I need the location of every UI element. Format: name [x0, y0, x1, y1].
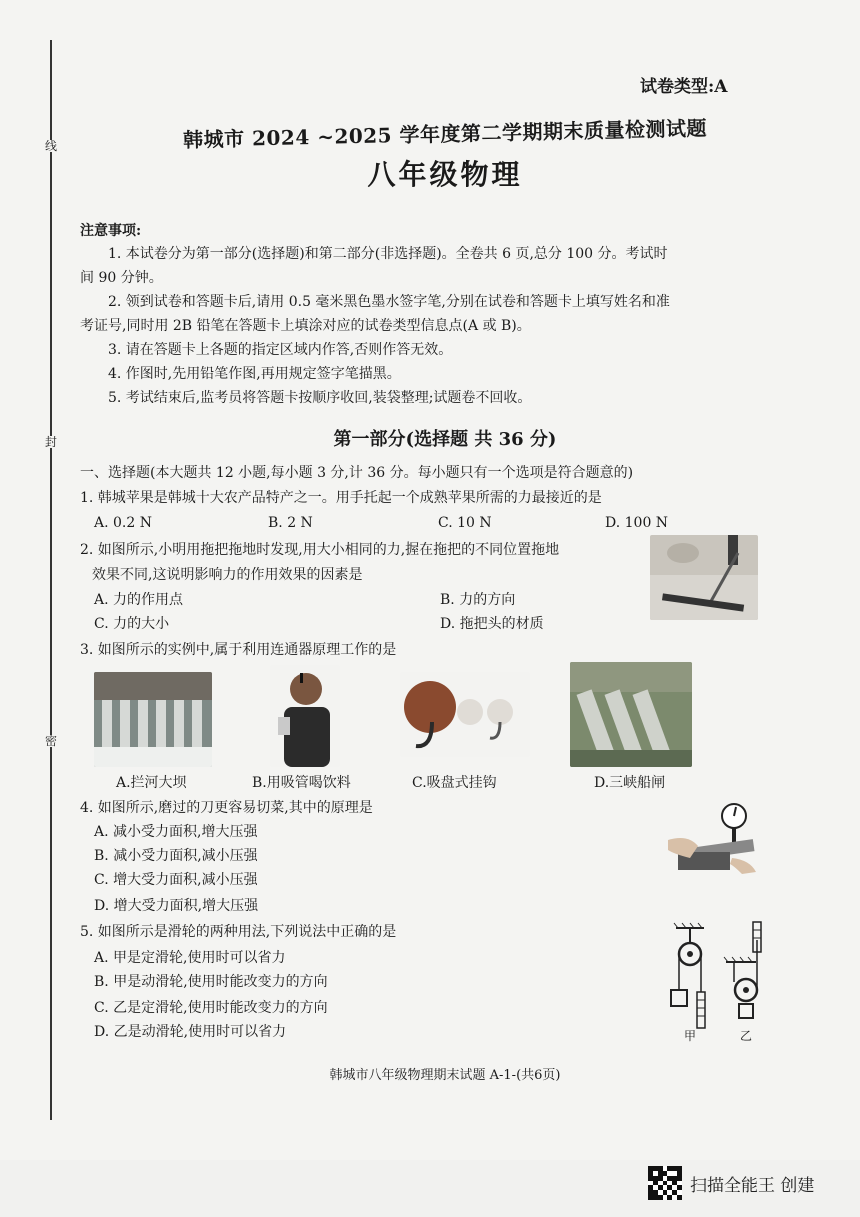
note-line: 2. 领到试卷和答题卡后,请用 0.5 毫米黑色墨水签字笔,分别在试卷和答题卡上填写姓名和准	[108, 294, 670, 310]
binding-mark-xian: 线	[40, 140, 62, 152]
question-4-option-a: A. 减小受力面积,增大压强	[94, 824, 258, 840]
pulley-label-yi: 乙	[740, 1029, 753, 1043]
question-4-option-b: B. 减小受力面积,减小压强	[94, 848, 258, 864]
qr-code-icon	[648, 1166, 682, 1200]
question-3-option-c: C.吸盘式挂钩	[412, 775, 497, 791]
question-3-stem: 3. 如图所示的实例中,属于利用连通器原理工作的是	[80, 642, 397, 658]
question-4-stem: 4. 如图所示,磨过的刀更容易切菜,其中的原理是	[80, 800, 373, 816]
exam-title: 韩城市 2024 ~2025 学年度第二学期期末质量检测试题	[182, 116, 708, 152]
binding-mark-mi: 密	[40, 735, 62, 747]
dam-figure	[94, 672, 212, 767]
section-intro: 一、选择题(本大题共 12 小题,每小题 3 分,计 36 分。每小题只有一个选项是符合题意的)	[80, 465, 634, 481]
exam-type-label: 试卷类型:A	[640, 77, 728, 97]
note-line: 4. 作图时,先用铅笔作图,再用规定签字笔描黑。	[108, 366, 401, 382]
question-1-option-c: C. 10 N	[438, 515, 492, 531]
question-5-option-b: B. 甲是动滑轮,使用时能改变力的方向	[94, 974, 328, 990]
question-3-option-b: B.用吸管喝饮料	[252, 775, 351, 791]
question-1-option-a: A. 0.2 N	[94, 515, 152, 531]
notes-heading: 注意事项:	[80, 223, 142, 239]
question-2-stem-cont: 效果不同,这说明影响力的作用效果的因素是	[92, 567, 363, 583]
question-3-option-d: D.三峡船闸	[594, 775, 666, 791]
note-line: 考证号,同时用 2B 铅笔在答题卡上填涂对应的试卷类型信息点(A 或 B)。	[80, 318, 531, 334]
question-1-stem: 1. 韩城苹果是韩城十大农产品特产之一。用手托起一个成熟苹果所需的力最接近的是	[80, 490, 602, 506]
pulley-label-jia: 甲	[684, 1029, 697, 1043]
question-2-option-b: B. 力的方向	[440, 592, 516, 608]
page-footer: 韩城市八年级物理期末试题 A-1-(共6页)	[329, 1068, 561, 1083]
ship-lock-figure	[570, 662, 692, 767]
question-5-option-c: C. 乙是定滑轮,使用时能改变力的方向	[94, 1000, 328, 1016]
question-3-option-a: A.拦河大坝	[116, 775, 187, 791]
watermark-text: 扫描全能王 创建	[690, 1175, 815, 1196]
exam-subject: 八年级物理	[367, 158, 523, 191]
question-5-option-d: D. 乙是动滑轮,使用时可以省力	[94, 1024, 287, 1040]
question-2-option-d: D. 拖把头的材质	[440, 616, 544, 632]
binding-mark-feng: 封	[40, 436, 62, 448]
question-5-stem: 5. 如图所示是滑轮的两种用法,下列说法中正确的是	[80, 924, 397, 940]
question-4-option-c: C. 增大受力面积,减小压强	[94, 872, 258, 888]
question-2-option-a: A. 力的作用点	[94, 592, 184, 608]
suction-hook-figure	[400, 672, 530, 757]
binding-line	[50, 40, 52, 1120]
note-line: 3. 请在答题卡上各题的指定区域内作答,否则作答无效。	[108, 342, 453, 358]
question-2-stem: 2. 如图所示,小明用拖把拖地时发现,用大小相同的力,握在拖把的不同位置拖地	[80, 542, 560, 558]
mop-figure	[650, 535, 758, 620]
scanner-watermark	[648, 1166, 814, 1200]
part-one-heading: 第一部分(选择题 共 36 分)	[333, 429, 557, 450]
note-line: 5. 考试结束后,监考员将答题卡按顺序收回,装袋整理;试题卷不回收。	[108, 390, 532, 406]
pulley-figure	[660, 920, 770, 1045]
question-1-option-b: B. 2 N	[268, 515, 313, 531]
knife-sharpening-figure	[664, 800, 762, 880]
note-line: 1. 本试卷分为第一部分(选择题)和第二部分(非选择题)。全卷共 6 页,总分 100 分。考试时	[108, 246, 668, 262]
boy-drinking-figure	[270, 665, 340, 767]
question-2-option-c: C. 力的大小	[94, 616, 170, 632]
question-1-option-d: D. 100 N	[605, 515, 669, 531]
question-5-option-a: A. 甲是定滑轮,使用时可以省力	[94, 950, 286, 966]
note-line: 间 90 分钟。	[80, 270, 163, 286]
question-4-option-d: D. 增大受力面积,增大压强	[94, 898, 259, 914]
